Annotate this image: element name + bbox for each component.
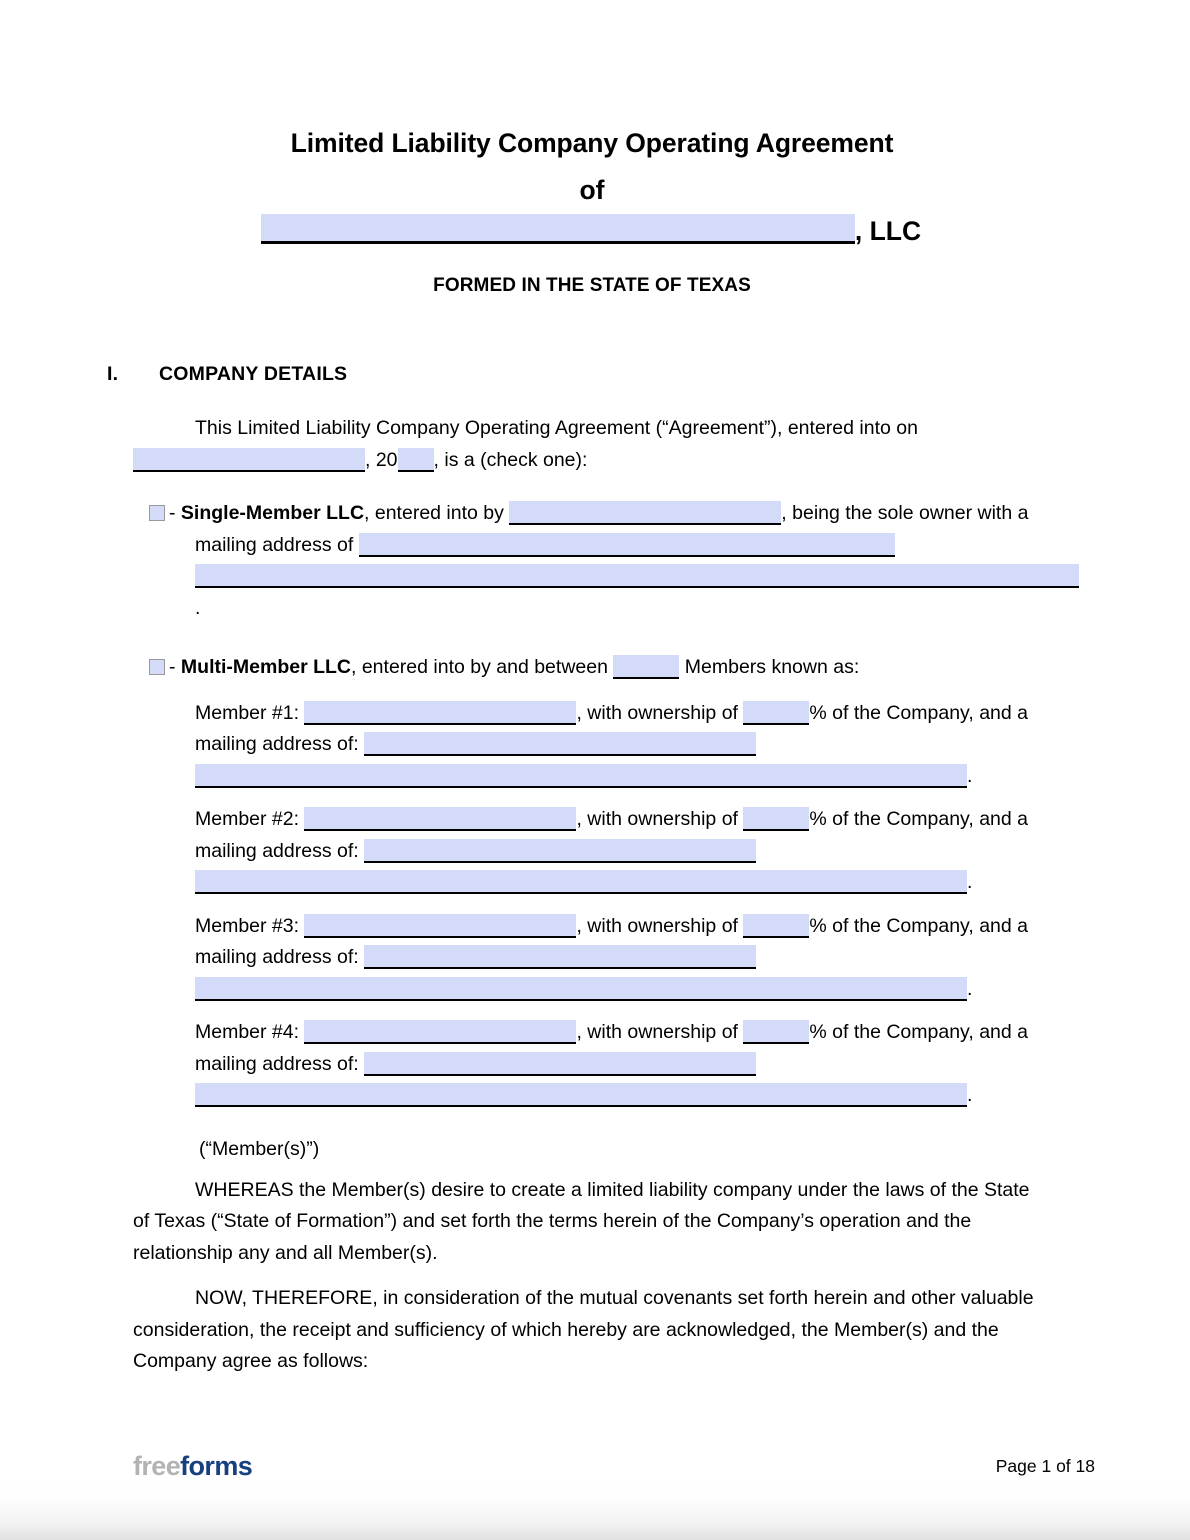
member-2-address-field-line1[interactable] xyxy=(364,839,756,863)
company-name-field[interactable] xyxy=(261,214,855,244)
member-3-percent-field[interactable] xyxy=(743,914,809,938)
member-3-pct-text: % of the Company, and a mailing address of: xyxy=(195,914,1028,968)
member-1-pct-text: % of the Company, and a mailing address of: xyxy=(195,701,1028,755)
llc-suffix-label: , LLC xyxy=(854,216,922,246)
member-3-address-field-line2[interactable] xyxy=(195,977,967,1001)
single-member-address-field-line1[interactable] xyxy=(359,533,895,557)
member-1-percent-field[interactable] xyxy=(743,701,809,725)
member-4-label: Member #4: xyxy=(195,1021,300,1043)
agreement-year-field[interactable] xyxy=(398,448,434,472)
formed-in-state-label: FORMED IN THE STATE OF TEXAS xyxy=(433,275,751,296)
single-member-text-a: , entered into by xyxy=(364,502,510,524)
member-1-ownership-text: , with ownership of xyxy=(576,701,744,724)
freeforms-logo xyxy=(133,1451,252,1482)
intro-text-c: , is a (check one): xyxy=(433,448,588,471)
multi-member-text-b: Members known as: xyxy=(679,656,860,678)
single-member-label: Single-Member LLC xyxy=(180,502,365,524)
member-4-period: . xyxy=(967,1084,973,1106)
member-4-pct-text: % of the Company, and a mailing address of: xyxy=(195,1021,1028,1075)
intro-text-a: This Limited Liability Company Operating Agreement (“Agreement”), entered into on xyxy=(195,417,918,439)
single-member-dash: - xyxy=(169,502,181,524)
single-member-checkbox[interactable] xyxy=(149,505,165,521)
multi-member-dash: - xyxy=(169,656,181,678)
page-footer xyxy=(133,1451,1095,1482)
member-2-line xyxy=(195,804,1045,899)
multi-member-text-a: , entered into by and between xyxy=(351,656,614,678)
document-title-line-1: Limited Liability Company Operating Agreement xyxy=(290,128,894,158)
member-block-2 xyxy=(133,804,1045,899)
intro-paragraph xyxy=(133,413,1045,476)
member-1-name-field[interactable] xyxy=(304,701,576,725)
single-member-period: . xyxy=(195,596,201,619)
section-heading-company-details xyxy=(107,363,1045,386)
member-2-name-field[interactable] xyxy=(304,807,576,831)
single-member-owner-field[interactable] xyxy=(509,501,781,525)
multi-member-label: Multi-Member LLC xyxy=(180,656,351,678)
member-2-percent-field[interactable] xyxy=(743,807,809,831)
multi-member-checkbox[interactable] xyxy=(149,659,165,675)
member-block-3 xyxy=(133,911,1045,1006)
member-3-period: . xyxy=(967,977,973,1000)
page-bottom-shadow xyxy=(0,1482,1190,1540)
member-3-address-field-line1[interactable] xyxy=(364,945,756,969)
member-3-line xyxy=(195,911,1045,1006)
members-caption: (“Member(s)”) xyxy=(199,1137,320,1160)
document-title-of: of xyxy=(579,175,605,205)
member-2-label: Member #2: xyxy=(195,808,300,830)
member-1-address-field-line2[interactable] xyxy=(195,764,967,788)
company-name-title-line xyxy=(133,216,1045,246)
single-member-option xyxy=(133,498,1045,624)
member-2-ownership-text: , with ownership of xyxy=(576,808,744,830)
member-4-address-field-line1[interactable] xyxy=(364,1052,756,1076)
member-4-percent-field[interactable] xyxy=(743,1020,809,1044)
member-4-line xyxy=(195,1017,1045,1112)
intro-text-b: , 20 xyxy=(365,448,398,471)
single-member-address-field-line2[interactable] xyxy=(195,564,1079,588)
member-2-address-field-line2[interactable] xyxy=(195,870,967,894)
section-title: COMPANY DETAILS xyxy=(159,363,348,385)
member-1-period: . xyxy=(967,764,973,787)
member-3-name-field[interactable] xyxy=(304,914,576,938)
member-1-address-field-line1[interactable] xyxy=(364,732,756,756)
section-number: I. xyxy=(107,363,119,385)
logo-forms-text: forms xyxy=(180,1451,253,1481)
member-count-field[interactable] xyxy=(613,655,679,679)
single-member-text-b: , being the sole owner with a mailing address of xyxy=(195,502,1029,556)
member-1-label: Member #1: xyxy=(195,701,300,724)
member-3-ownership-text: , with ownership of xyxy=(576,914,744,937)
logo-free-text: free xyxy=(133,1451,181,1481)
member-2-pct-text: % of the Company, and a mailing address of: xyxy=(195,808,1028,862)
member-1-line xyxy=(195,698,1045,793)
now-therefore-paragraph: NOW, THEREFORE, in consideration of the mutual covenants set forth herein and other valuable consideration, the receipt and sufficiency of which hereby are acknowledged, the Member(s) and the Company agree as follows: xyxy=(133,1287,1034,1372)
member-4-address-field-line2[interactable] xyxy=(195,1083,967,1107)
member-2-period: . xyxy=(967,871,973,893)
document-content xyxy=(107,120,1045,1378)
multi-member-option xyxy=(133,652,1045,684)
member-block-4 xyxy=(133,1017,1045,1112)
member-4-name-field[interactable] xyxy=(304,1020,576,1044)
member-block-1 xyxy=(133,698,1045,793)
member-3-label: Member #3: xyxy=(195,914,300,937)
member-4-ownership-text: , with ownership of xyxy=(576,1021,744,1043)
page-number-label: Page 1 of 18 xyxy=(995,1456,1095,1476)
agreement-date-field[interactable] xyxy=(133,448,365,472)
whereas-paragraph: WHEREAS the Member(s) desire to create a limited liability company under the laws of the State of Texas (“State of Formation”) and set forth the terms herein of the Company’s operation and the relationship any and all Member(s). xyxy=(133,1178,1030,1264)
